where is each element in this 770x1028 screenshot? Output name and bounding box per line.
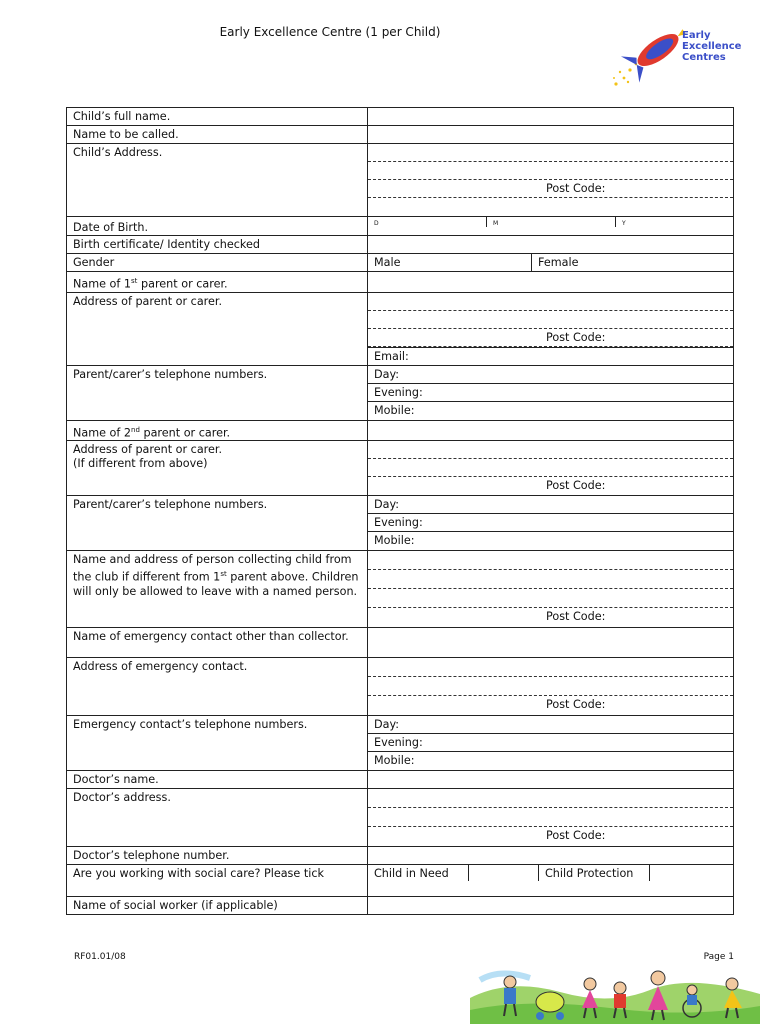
dob-month-field[interactable]: M xyxy=(487,217,616,227)
child-address-label: Child’s Address. xyxy=(67,144,368,217)
parent2-address-field[interactable] xyxy=(368,441,734,496)
table-row xyxy=(67,272,734,293)
parent1-phones-field[interactable] xyxy=(368,365,734,420)
dob-day-field[interactable]: D xyxy=(368,217,487,227)
table-row xyxy=(67,496,734,551)
child-full-name-label: Child’s full name. xyxy=(67,108,368,126)
emergency-phones-label: Emergency contact’s telephone numbers. xyxy=(67,716,368,771)
table-row xyxy=(67,897,734,915)
gender-field[interactable] xyxy=(368,254,734,272)
table-row xyxy=(67,658,734,716)
parent1-address-label: Address of parent or carer. xyxy=(67,292,368,365)
table-row xyxy=(67,716,734,771)
registration-form-table xyxy=(66,107,734,915)
emergency-address-field[interactable] xyxy=(368,658,734,716)
post-code-label: Post Code: xyxy=(368,329,733,347)
table-row xyxy=(67,865,734,897)
table-row xyxy=(67,108,734,126)
child-address-field[interactable] xyxy=(368,144,734,217)
document-reference: RF01.01/08 xyxy=(74,952,126,962)
evening-phone-label: Evening: xyxy=(368,734,733,752)
doctor-phone-label: Doctor’s telephone number. xyxy=(67,847,368,865)
collector-field[interactable] xyxy=(368,551,734,628)
parent2-name-label: Name of 2nd parent or carer. xyxy=(67,420,368,441)
child-protection-label: Child Protection xyxy=(539,865,650,881)
table-row xyxy=(67,789,734,847)
doctor-phone-field[interactable] xyxy=(368,847,734,865)
table-row xyxy=(67,441,734,496)
parent2-phones-field[interactable] xyxy=(368,496,734,551)
logo-line: Excellence xyxy=(682,41,742,52)
emergency-address-label: Address of emergency contact. xyxy=(67,658,368,716)
table-row xyxy=(67,126,734,144)
mobile-phone-label: Mobile: xyxy=(374,754,415,768)
post-code-label: Post Code: xyxy=(546,829,606,843)
birth-certificate-field[interactable] xyxy=(368,236,734,254)
social-care-label: Are you working with social care? Please tick xyxy=(67,865,368,897)
day-phone-label: Day: xyxy=(368,496,733,514)
child-in-need-checkbox[interactable] xyxy=(469,865,539,881)
child-full-name-field[interactable] xyxy=(368,108,734,126)
mobile-phone-label: Mobile: xyxy=(374,403,415,417)
post-code-label: Post Code: xyxy=(546,479,606,493)
parent1-phones-label: Parent/carer’s telephone numbers. xyxy=(67,365,368,420)
parent2-name-field[interactable] xyxy=(368,420,734,441)
parent2-address-label: Address of parent or carer. (If different from above) xyxy=(67,441,368,496)
doctor-name-label: Doctor’s name. xyxy=(67,771,368,789)
table-row xyxy=(67,771,734,789)
date-of-birth-label: Date of Birth. xyxy=(67,217,368,236)
table-row xyxy=(67,292,734,365)
emergency-phones-field[interactable] xyxy=(368,716,734,771)
table-row xyxy=(67,847,734,865)
post-code-label: Post Code: xyxy=(546,610,606,624)
page-number: Page 1 xyxy=(703,952,734,962)
child-protection-checkbox[interactable] xyxy=(650,865,733,881)
early-excellence-logo xyxy=(610,20,760,90)
parent1-name-field[interactable] xyxy=(368,272,734,293)
day-phone-label: Day: xyxy=(368,366,733,384)
gender-female-option[interactable]: Female xyxy=(538,256,579,269)
social-care-field xyxy=(368,865,734,897)
table-row xyxy=(67,144,734,217)
parent1-name-label: Name of 1st parent or carer. xyxy=(67,272,368,293)
table-row xyxy=(67,365,734,420)
parent2-phones-label: Parent/carer’s telephone numbers. xyxy=(67,496,368,551)
post-code-label: Post Code: xyxy=(368,180,733,198)
post-code-label: Post Code: xyxy=(546,698,606,712)
mobile-phone-label: Mobile: xyxy=(374,534,415,548)
social-worker-label: Name of social worker (if applicable) xyxy=(67,897,368,915)
table-row xyxy=(67,236,734,254)
children-playing-illustration xyxy=(470,968,760,1024)
logo-line: Early xyxy=(682,30,711,41)
gender-male-option[interactable]: Male xyxy=(368,254,532,271)
doctor-address-field[interactable] xyxy=(368,789,734,847)
table-row xyxy=(67,254,734,272)
evening-phone-label: Evening: xyxy=(368,514,733,532)
email-label: Email: xyxy=(368,347,733,365)
emergency-name-field[interactable] xyxy=(368,628,734,658)
collector-label: Name and address of person collecting child from the club if different from 1st parent above. Children will only be allowed to leave with a named person. xyxy=(67,551,368,628)
doctor-address-label: Doctor’s address. xyxy=(67,789,368,847)
doctor-name-field[interactable] xyxy=(368,771,734,789)
birth-certificate-label: Birth certificate/ Identity checked xyxy=(67,236,368,254)
name-to-be-called-field[interactable] xyxy=(368,126,734,144)
emergency-name-label: Name of emergency contact other than collector. xyxy=(67,628,368,658)
table-row xyxy=(67,217,734,236)
social-worker-field[interactable] xyxy=(368,897,734,915)
logo-line: Centres xyxy=(682,52,726,63)
evening-phone-label: Evening: xyxy=(368,384,733,402)
table-row xyxy=(67,551,734,628)
table-row xyxy=(67,628,734,658)
table-row xyxy=(67,420,734,441)
date-of-birth-field[interactable] xyxy=(368,217,734,236)
child-in-need-label: Child in Need xyxy=(368,865,469,881)
gender-label: Gender xyxy=(67,254,368,272)
page-title: Early Excellence Centre (1 per Child) xyxy=(219,25,441,39)
name-to-be-called-label: Name to be called. xyxy=(67,126,368,144)
dob-year-field[interactable]: Y xyxy=(622,220,626,227)
day-phone-label: Day: xyxy=(368,716,733,734)
parent1-address-field[interactable] xyxy=(368,292,734,365)
